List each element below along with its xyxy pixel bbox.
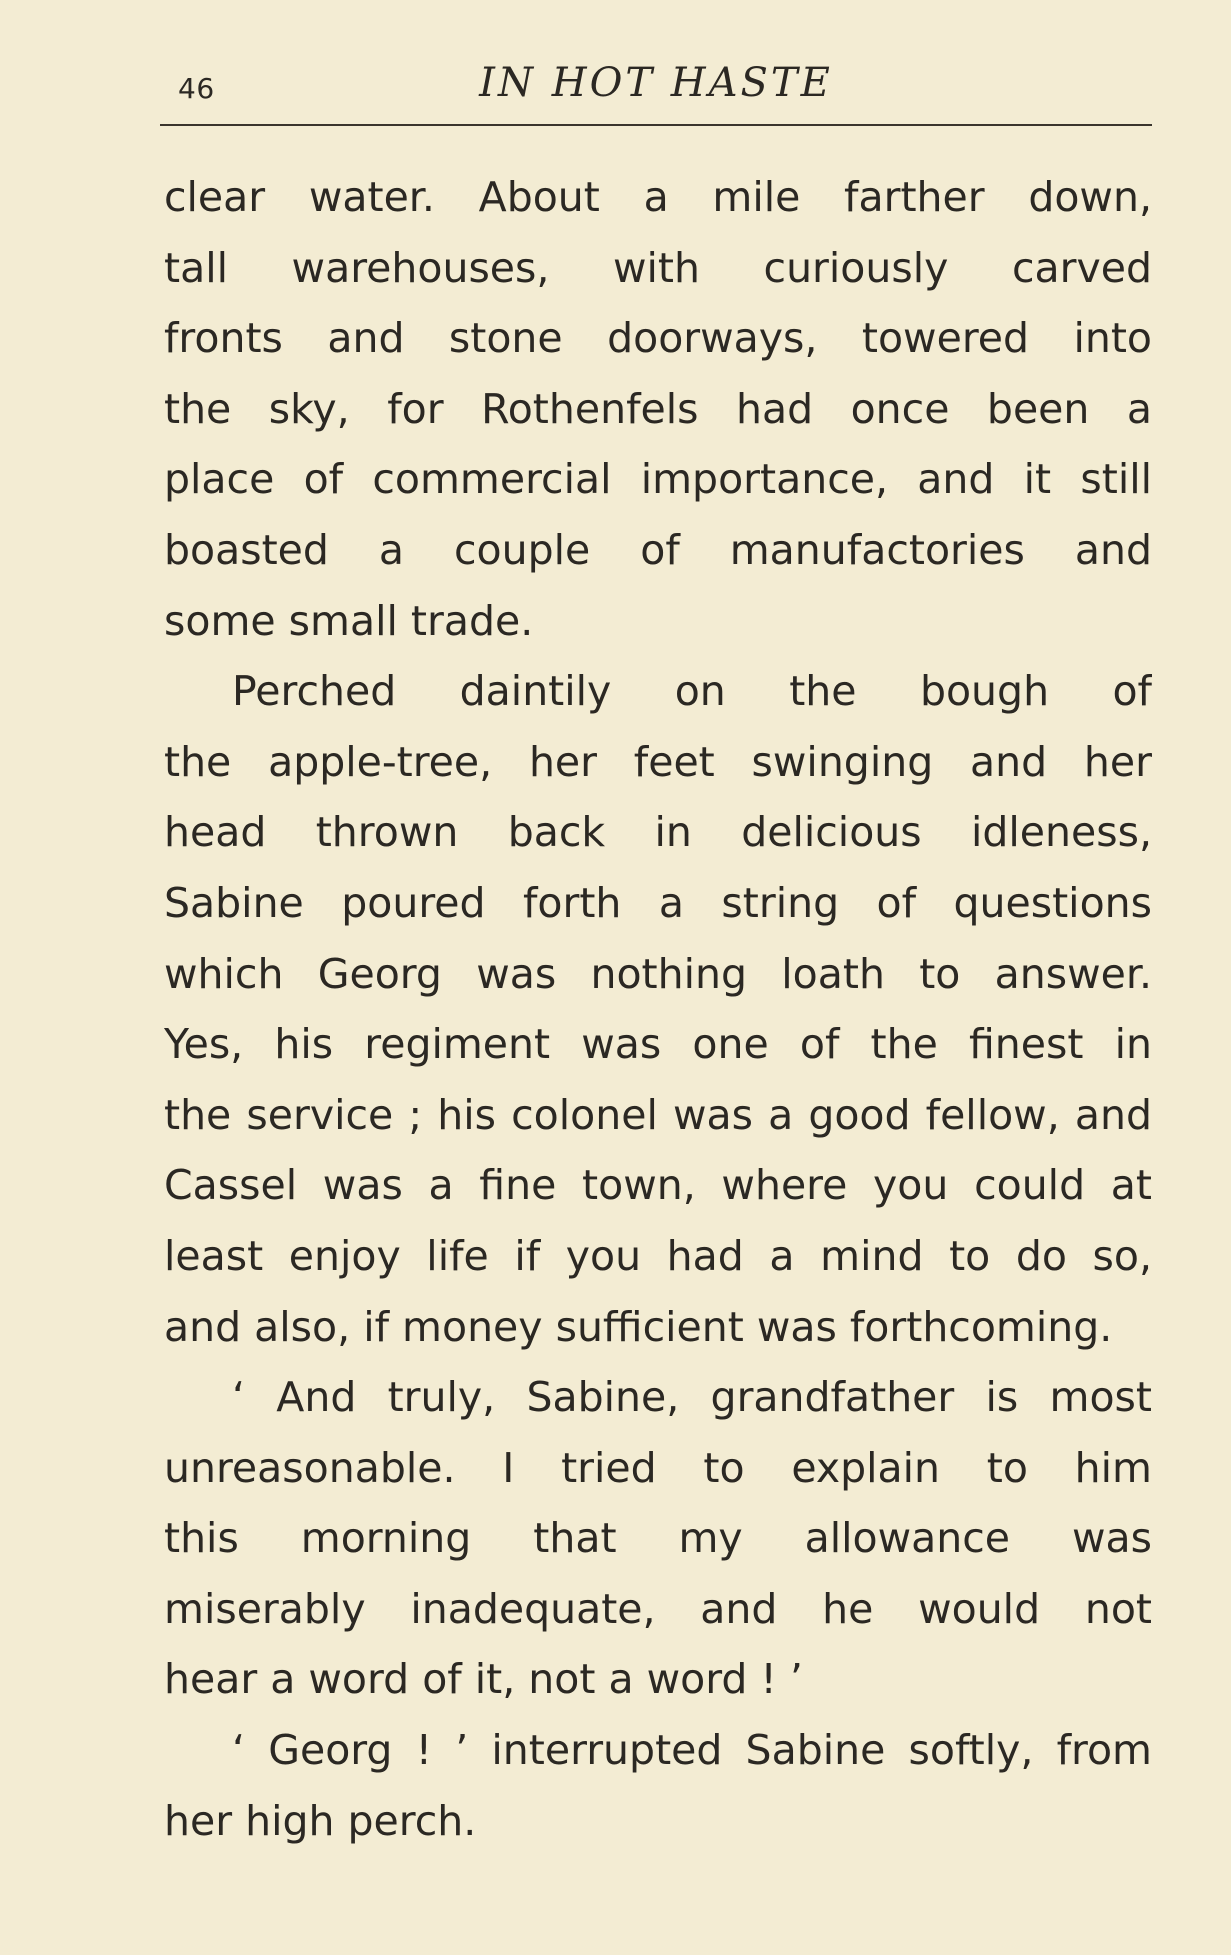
running-title: IN HOT HASTE <box>479 60 833 106</box>
text-line: fronts and stone doorways, towered into <box>164 314 1152 363</box>
header-rule <box>160 124 1152 126</box>
text-line: tall warehouses, with curiously carved <box>164 243 1152 292</box>
page-number: 46 <box>178 72 215 105</box>
text-line: place of commercial importance, and it still <box>164 455 1152 504</box>
text-line: Yes, his regiment was one of the finest in <box>164 1020 1152 1069</box>
text-line: clear water. About a mile farther down, <box>164 173 1152 221</box>
text-line: Sabine poured forth a string of questions <box>164 878 1152 927</box>
text-line: some small trade. <box>164 596 534 645</box>
running-head <box>160 56 1152 112</box>
text-line: miserably inadequate, and he would not <box>164 1584 1152 1633</box>
text-line: head thrown back in delicious idleness, <box>164 808 1152 857</box>
text-line: boasted a couple of manufactories and <box>164 525 1152 574</box>
text-line: this morning that my allowance was <box>164 1514 1152 1563</box>
text-line: the apple-tree, her feet swinging and her <box>164 737 1152 786</box>
text-line: and also, if money sufficient was forthcoming. <box>164 1302 1113 1351</box>
text-line: hear a word of it, not a word ! ’ <box>164 1655 803 1704</box>
text-line: ‘ Georg ! ’ interrupted Sabine softly, from <box>232 1726 1152 1775</box>
text-line: her high perch. <box>164 1796 477 1845</box>
text-line: Cassel was a fine town, where you could at <box>164 1161 1152 1210</box>
text-line: Perched daintily on the bough of <box>232 667 1152 716</box>
text-line: least enjoy life if you had a mind to do so, <box>164 1231 1152 1280</box>
body-text <box>164 162 1152 1856</box>
text-line: which Georg was nothing loath to answer. <box>164 949 1152 998</box>
text-line: the sky, for Rothenfels had once been a <box>164 384 1152 433</box>
text-line: ‘ And truly, Sabine, grandfather is most <box>232 1373 1152 1422</box>
text-line: the service ; his colonel was a good fellow, and <box>164 1090 1152 1139</box>
text-line: unreasonable. I tried to explain to him <box>164 1443 1152 1492</box>
